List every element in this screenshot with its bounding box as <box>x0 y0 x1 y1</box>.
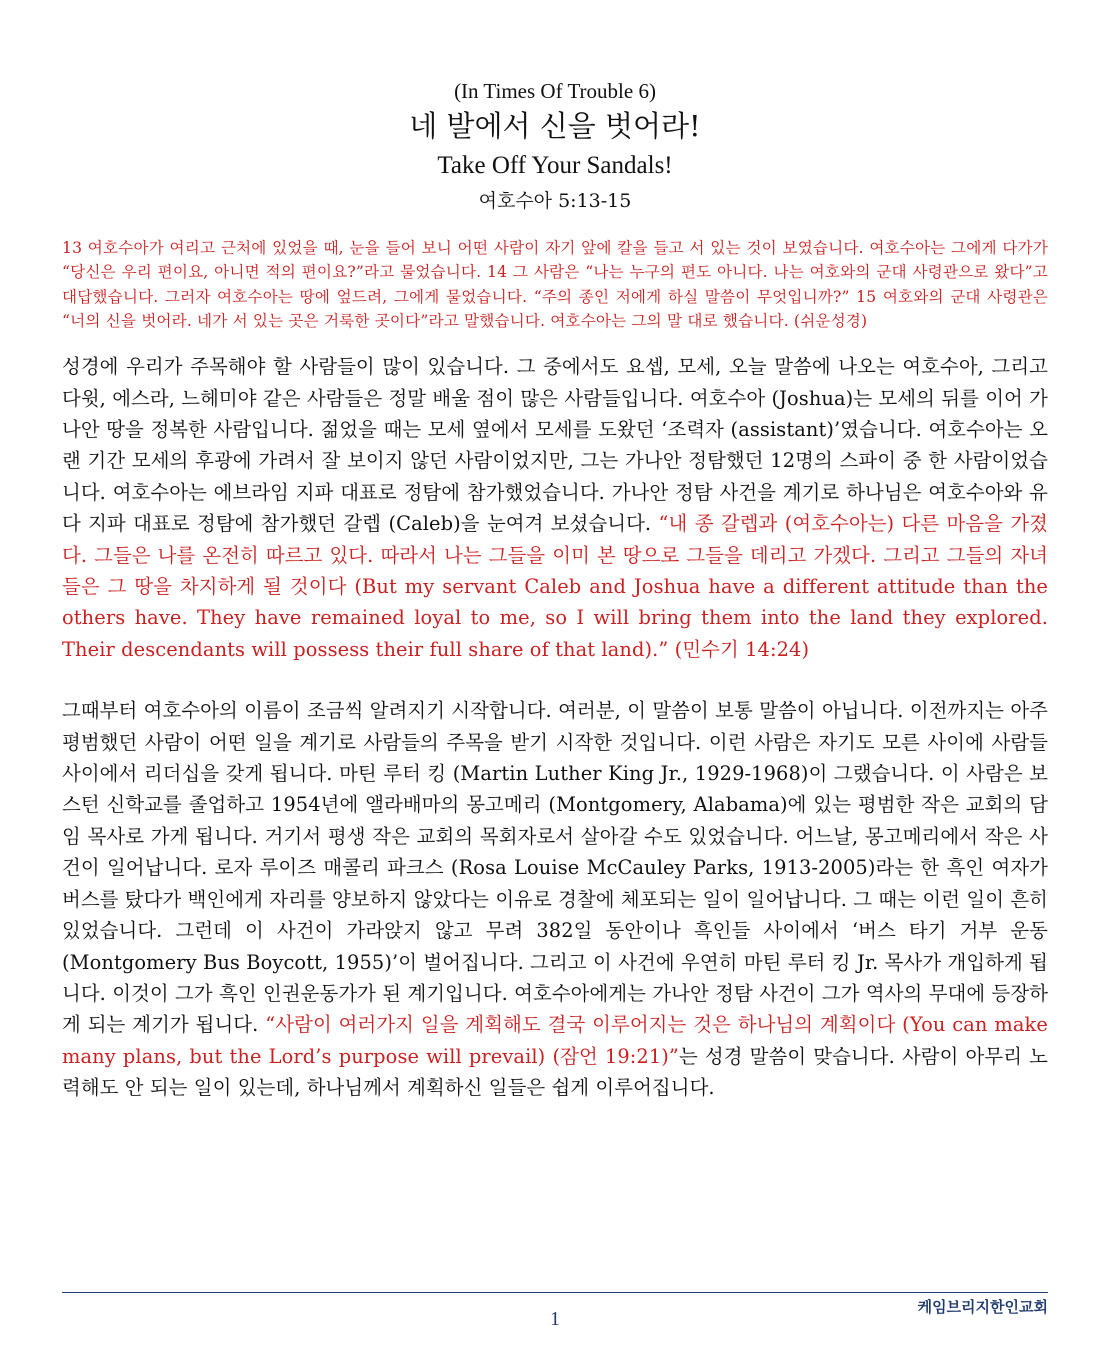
footer-divider <box>62 1292 1048 1293</box>
paragraph-2-quote: “사람이 여러가지 일을 계획해도 결국 이루어지는 것은 하나님의 계획이다 (You can make many plans, but the Lord’s purpose will prevail) (잠언 19:21)” <box>62 1013 1048 1068</box>
page-number: 1 <box>550 1308 560 1330</box>
scripture-reference: 여호수아 5:13-15 <box>478 190 632 212</box>
church-name: 케임브리지한인교회 <box>917 1298 1048 1316</box>
title-block <box>62 78 1048 214</box>
paragraph-2-text: 그때부터 여호수아의 이름이 조금씩 알려지기 시작합니다. 여러분, 이 말씀이 보통 말씀이 아닙니다. 이전까지는 아주 평범했던 사람이 어떤 일을 계기로 사람들의 주목을 받기 시작한 것입니다. 이런 사람은 자기도 모른 사이에 사람들 사이에서 리더십을 갖게 됩니다. 마틴 루터 킹 (Martin Luther King Jr., 1929-1968)이 그랬습니다. 이 사람은 보스턴 신학교를 졸업하고 1954년에 앨라배마의 몽고메리 (Montgomery, Alabama)에 있는 평범한 작은 교회의 담임 목사로 가게 됩니다. 거기서 평생 작은 교회의 목회자로서 살아갈 수도 있었습니다. 어느날, 몽고메리에서 작은 사건이 일어납니다. 로자 루이즈 매콜리 파크스 (Rosa Louise McCauley Parks, 1913-2005)라는 한 흑인 여자가 버스를 탔다가 백인에게 자리를 양보하지 않았다는 이유로 경찰에 체포되는 일이 일어납니다. 그 때는 이런 일이 흔히 있었습니다. 그런데 이 사건이 가라앉지 않고 무려 382일 동안이나 흑인들 사이에서 ‘버스 타기 거부 운동 (Montgomery Bus Boycott, 1955)’이 벌어집니다. 그리고 이 사건에 우연히 마틴 루터 킹 Jr. 목사가 개입하게 됩니다. 이것이 그가 흑인 인권운동가가 된 계기입니다. 여호수아에게는 가나안 정탐 사건이 그가 역사의 무대에 등장하게 되는 계기가 됩니다. <box>62 699 1048 1037</box>
series-title: (In Times Of Trouble 6) <box>454 79 656 103</box>
paragraph-1-quote: “내 종 갈렙과 (여호수아는) 다른 마음을 가졌다. 그들은 나를 온전히 따르고 있다. 따라서 나는 그들을 이미 본 땅으로 그들을 데리고 가겠다. 그리고 그들의 자녀들은 그 땅을 차지하게 될 것이다 (But my servant Caleb and Joshua have a different attitude than the others have. They have remained loyal to me, so I will bring them into the land they explored. Their descendants will possess their full share of that land).” <box>62 512 1049 661</box>
paragraph-2-tail: 는 성경 말씀이 맞습니다. 사람이 아무리 노력해도 안 되는 일이 있는데, 하나님께서 계획하신 일들은 쉽게 이루어집니다. <box>62 1044 1048 1100</box>
document-page <box>62 0 1048 1353</box>
body-paragraph-1 <box>62 351 1048 665</box>
paragraph-1-quote-ref: (민수기 14:24) <box>668 637 810 661</box>
sermon-title-korean: 네 발에서 신을 벗어라! <box>409 109 701 143</box>
body-paragraph-2 <box>62 695 1048 1103</box>
paragraph-1-text: 성경에 우리가 주목해야 할 사람들이 많이 있습니다. 그 중에서도 요셉, 모세, 오늘 말씀에 나오는 여호수아, 그리고 다윗, 에스라, 느헤미야 같은 사람들은 정말 배울 점이 많은 사람들입니다. 여호수아 (Joshua)는 모세의 뒤를 이어 가나안 땅을 정복한 사람입니다. 젊었을 때는 모세 옆에서 모세를 도왔던 ‘조력자 (assistant)’였습니다. 여호수아는 오랜 기간 모세의 후광에 가려서 잘 보이지 않던 사람이었지만, 그는 가나안 정탐했던 12명의 스파이 중 한 사람이었습니다. 여호수아는 에브라임 지파 대표로 정탐에 참가했었습니다. 가나안 정탐 사건을 계기로 하나님은 여호수아와 유다 지파 대표로 정탐에 참가했던 갈렙 (Caleb)을 눈여겨 보셨습니다. <box>62 355 1048 536</box>
sermon-title-english: Take Off Your Sandals! <box>437 152 673 179</box>
scripture-passage: 13 여호수아가 여리고 근처에 있었을 때, 눈을 들어 보니 어떤 사람이 자기 앞에 칼을 들고 서 있는 것이 보였습니다. 여호수아는 그에게 다가가 “당신은 우리 편이요, 아니면 적의 편이요?”라고 물었습니다. 14 그 사람은 “나는 누구의 편도 아니다. 나는 여호와의 군대 사령관으로 왔다”고 대답했습니다. 그러자 여호수아는 땅에 엎드려, 그에게 물었습니다. “주의 종인 저에게 하실 말씀이 무엇입니까?” 15 여호와의 군대 사령관은 “너의 신을 벗어라. 네가 서 있는 곳은 거룩한 곳이다”라고 말했습니다. 여호수아는 그의 말 대로 했습니다. (쉬운성경) <box>62 239 1048 330</box>
